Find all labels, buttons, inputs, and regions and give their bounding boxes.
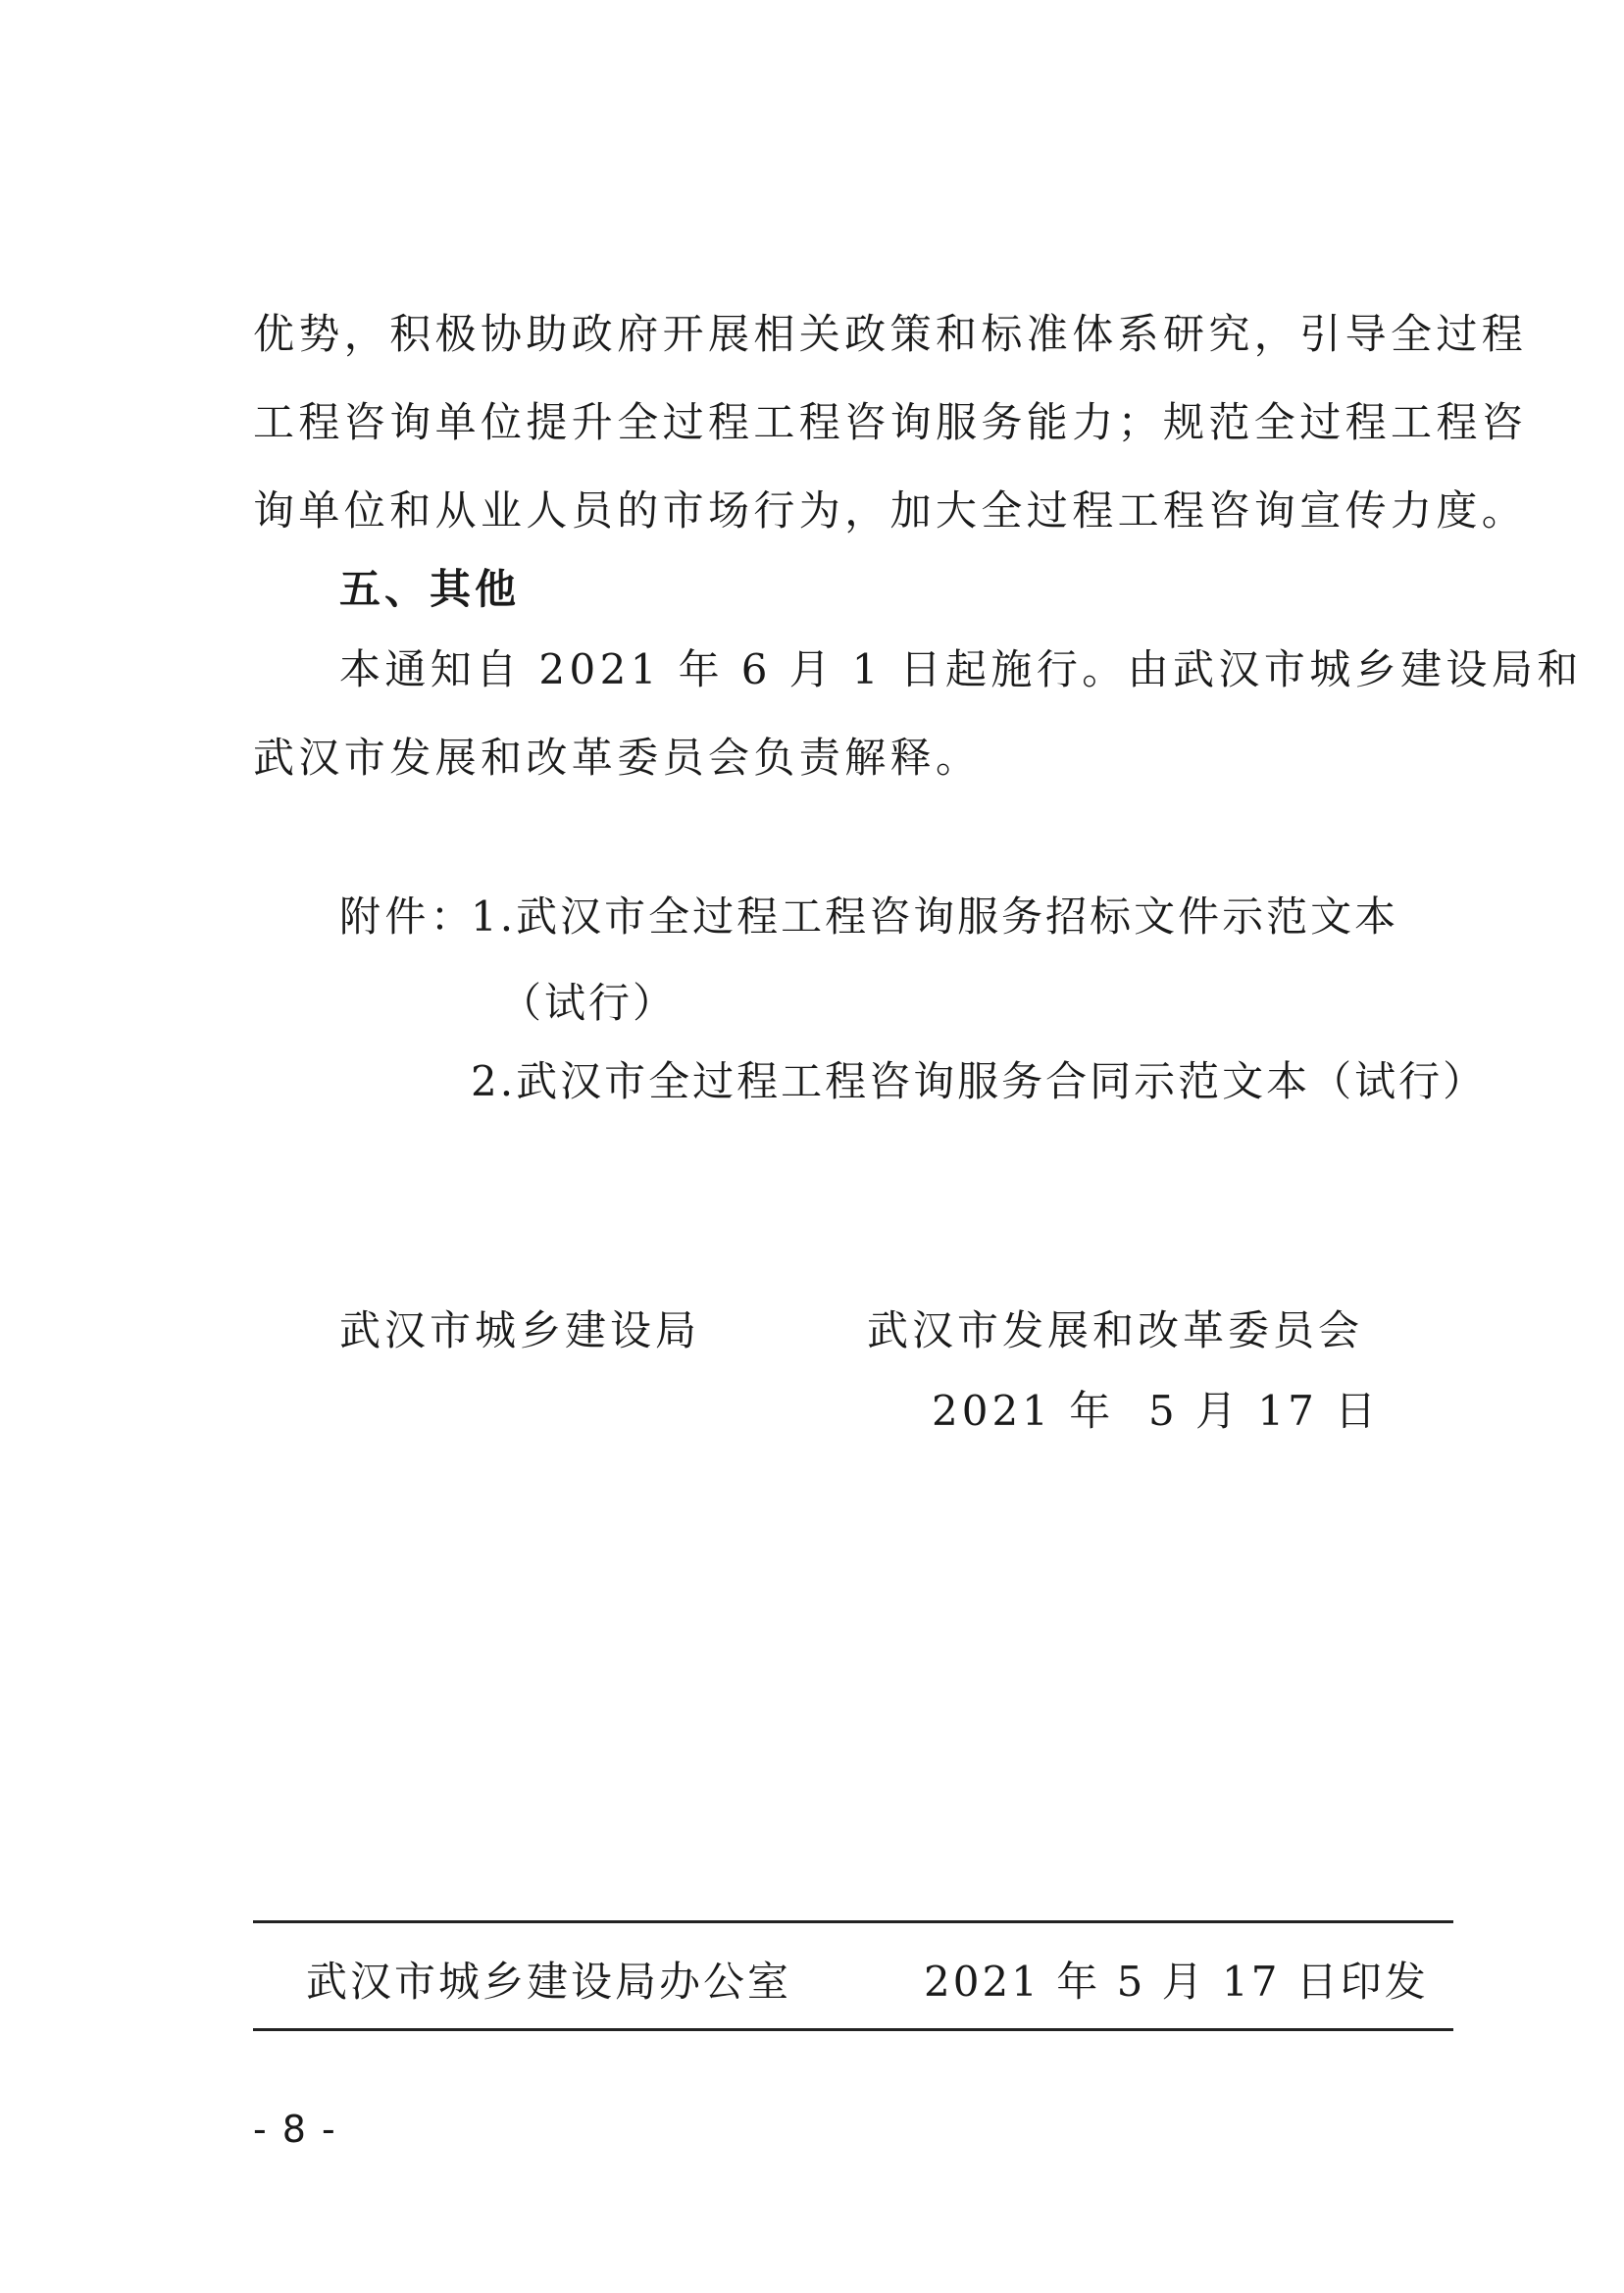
- paragraph-line: 武汉市发展和改革委员会负责解释。: [253, 734, 982, 782]
- issuer-name-1: 武汉市城乡建设局: [339, 1306, 701, 1354]
- paragraph-line: 本通知自 2021 年 6 月 1 日起施行。由武汉市城乡建设局和: [339, 645, 1583, 693]
- paragraph-line: 工程咨询单位提升全过程工程咨询服务能力；规范全过程工程咨: [253, 398, 1528, 446]
- footer-issue-date: 2021 年 5 月 17 日印发: [924, 1958, 1429, 2006]
- attachment-item-1: 1.武汉市全过程工程咨询服务招标文件示范文本: [471, 892, 1399, 941]
- attachment-item-2: 2.武汉市全过程工程咨询服务合同示范文本（试行）: [471, 1057, 1488, 1105]
- attachment-label: 附件：: [339, 892, 477, 941]
- page-number: - 8 -: [253, 2108, 337, 2151]
- signature-date: 2021 年 5 月 17 日: [932, 1387, 1381, 1435]
- footer-bottom-rule: [253, 2028, 1453, 2031]
- paragraph-line: 询单位和从业人员的市场行为，加大全过程工程咨询宣传力度。: [253, 486, 1528, 535]
- footer-office: 武汉市城乡建设局办公室: [306, 1958, 792, 2006]
- footer-top-rule: [253, 1920, 1453, 1923]
- issuer-name-2: 武汉市发展和改革委员会: [867, 1306, 1364, 1354]
- attachment-item-1-suffix: （试行）: [500, 979, 678, 1027]
- section-heading: 五、其他: [339, 565, 521, 613]
- paragraph-line: 优势，积极协助政府开展相关政策和标准体系研究，引导全过程: [253, 310, 1528, 358]
